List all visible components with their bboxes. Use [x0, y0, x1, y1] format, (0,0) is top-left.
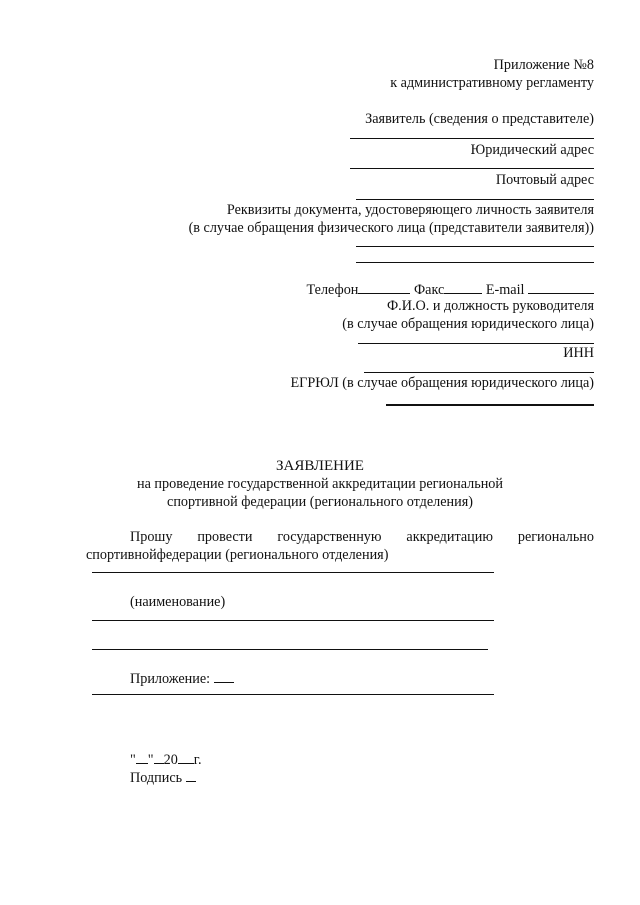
request-word: провести — [197, 529, 253, 545]
date-month-field[interactable] — [154, 751, 164, 764]
appendix-subtitle: к административному регламенту — [390, 75, 594, 91]
fax-field[interactable] — [444, 281, 482, 294]
signature-row — [130, 769, 196, 785]
fax-label: Факс — [413, 282, 445, 298]
request-word: государственную — [277, 529, 382, 545]
statement-subtitle-line1: на проведение государственной аккредитации региональной — [137, 476, 503, 492]
request-word: Прошу — [130, 529, 173, 545]
request-text-line2: спортивнойфедерации (регионального отделения) — [86, 547, 389, 563]
signature-field[interactable] — [186, 769, 196, 782]
egrul-label: ЕГРЮЛ (в случае обращения юридического лица) — [290, 375, 594, 391]
email-label: E-mail — [485, 282, 525, 298]
date-row — [130, 751, 202, 767]
organization-name-field-line-2[interactable] — [92, 620, 494, 621]
id-document-field-line-2[interactable] — [356, 262, 594, 263]
id-document-field-line-1[interactable] — [356, 246, 594, 247]
organization-name-field-line[interactable] — [92, 572, 494, 573]
contacts-row — [307, 281, 594, 297]
attachment-label: Приложение: — [130, 671, 211, 687]
organization-name-field-line-3[interactable] — [92, 649, 488, 650]
applicant-field-line[interactable] — [350, 138, 594, 139]
inn-label: ИНН — [563, 345, 594, 361]
date-quote-close: " — [147, 752, 154, 768]
date-day-field[interactable] — [136, 751, 148, 764]
head-name-label-line1: Ф.И.О. и должность руководителя — [386, 298, 594, 314]
date-year-prefix: 20 — [163, 752, 178, 768]
attachment-row — [130, 670, 234, 686]
request-text-line1 — [130, 530, 594, 544]
statement-title: ЗАЯВЛЕНИЕ — [276, 458, 364, 474]
phone-field[interactable] — [358, 281, 410, 294]
phone-label: Телефон — [306, 282, 359, 298]
inn-field-line[interactable] — [364, 372, 594, 373]
signature-label: Подпись — [130, 770, 183, 786]
legal-address-label: Юридический адрес — [470, 142, 594, 158]
date-year-field[interactable] — [178, 751, 194, 764]
email-field[interactable] — [528, 281, 594, 294]
id-document-label-line2: (в случае обращения физического лица (представители заявителя)) — [188, 220, 594, 236]
name-hint: (наименование) — [130, 594, 226, 610]
head-name-label-line2: (в случае обращения юридического лица) — [342, 316, 594, 332]
postal-address-label: Почтовый адрес — [495, 172, 594, 188]
applicant-label: Заявитель (сведения о представителе) — [365, 111, 594, 127]
attachment-field[interactable] — [214, 670, 234, 683]
egrul-field-line[interactable] — [386, 404, 594, 406]
statement-subtitle-line2: спортивной федерации (регионального отделения) — [167, 494, 473, 510]
request-word: аккредитацию — [406, 529, 493, 545]
date-quote-open: " — [130, 752, 136, 768]
request-word: регионально — [517, 529, 594, 545]
attachment-field-line[interactable] — [92, 694, 494, 695]
legal-address-field-line[interactable] — [350, 168, 594, 169]
id-document-label-line1: Реквизиты документа, удостоверяющего личность заявителя — [226, 202, 594, 218]
appendix-title: Приложение №8 — [493, 57, 594, 73]
head-name-field-line[interactable] — [358, 343, 594, 344]
date-year-suffix: г. — [193, 752, 202, 768]
postal-address-field-line[interactable] — [356, 199, 594, 200]
